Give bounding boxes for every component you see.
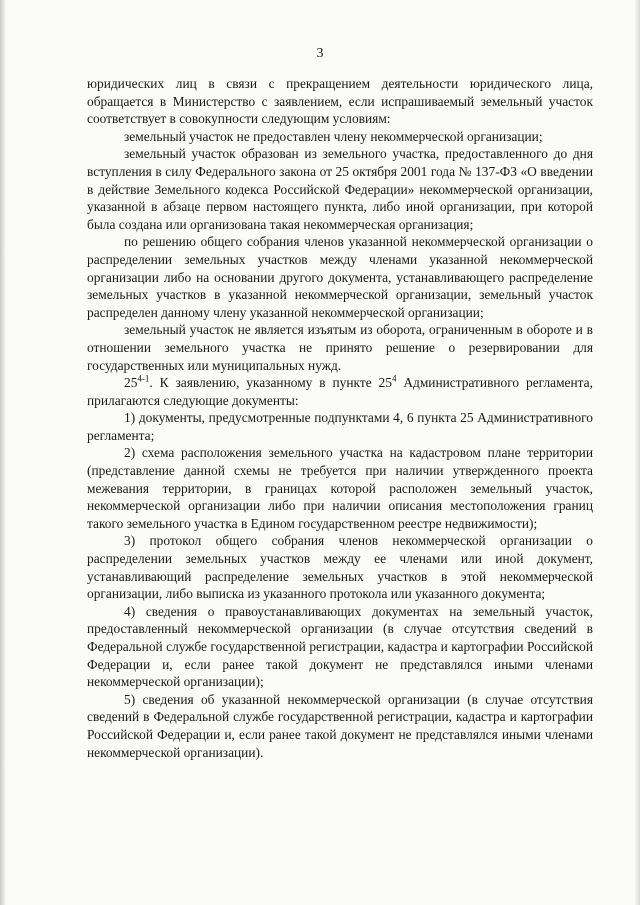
clause-number-sup: 4-1 (137, 373, 150, 384)
page-number: 3 (316, 46, 324, 61)
document-body (87, 75, 593, 761)
clause-ref-sup: 4 (391, 373, 397, 384)
document-list-item: 4) сведения о правоустанавливающих документах на земельный участок, предоставленный некоммерческой организации (в случае отсутствия сведений в Федеральной службе государственной регистрации, кадастра и картографии Российской Федерации и, если ранее такой документ не представлялся иными членами некоммерческой организации); (87, 603, 593, 690)
clause-paragraph (87, 374, 593, 409)
clause-text-after-ref: Административного регламента, прилагаются следующие документы: (87, 375, 593, 408)
condition-paragraph: по решению общего собрания членов указанной некоммерческой организации о распределении земельных участков между членами указанной некоммерческой организации либо на основании другого документа, устанавливающего распределение земельных участков в указанной некоммерческой организации, земельный участок распределен данному члену указанной некоммерческой организации; (87, 234, 593, 320)
scan-shadow-right (634, 0, 640, 905)
scan-shadow-left (0, 0, 6, 905)
clause-number-suffix: . (149, 375, 153, 391)
condition-paragraph: земельный участок образован из земельного участка, предоставленного до дня вступления в силу Федерального закона от 25 октября 2001 года № 137-ФЗ «О введении в действие Земельного кодекса Российской Федерации» некоммерческой организации, указанной в абзаце первом настоящего пункта, либо иной организации, при которой была создана или организована такая некоммерческая организация; (87, 146, 593, 232)
document-list-item: 1) документы, предусмотренные подпунктами 4, 6 пункта 25 Административного регламента; (87, 410, 593, 443)
clause-number: 25 (124, 375, 138, 391)
condition-paragraph: земельный участок не предоставлен члену некоммерческой организации; (124, 128, 543, 144)
document-list-item: 2) схема расположения земельного участка на кадастровом плане территории (представление данной схемы не требуется при наличии утвержденного проекта межевания территории, в границах которой расположен земельный участок, некоммерческой организации либо при наличии описания местоположения границ такого земельного участка в Едином государственном реестре недвижимости); (87, 445, 593, 531)
condition-paragraph: земельный участок не является изъятым из оборота, ограниченным в обороте и в отношении земельного участка не принято решение о резервировании для государственных или муниципальных нужд. (87, 322, 593, 373)
clause-text-before-ref: К заявлению, указанному в пункте 25 (152, 375, 392, 391)
document-list-item: 3) протокол общего собрания членов некоммерческой организации о распределении земельных участков между ее членами или иной документ, устанавливающий распределение земельных участков в этой некоммерческой организации, либо выписка из указанного протокола или указанного документа; (87, 533, 593, 602)
paragraph-continuation: юридических лиц в связи с прекращением деятельности юридического лица, обращается в Министерство с заявлением, если испрашиваемый земельный участок соответствует в совокупности следующим условиям: (87, 76, 593, 127)
document-list-item: 5) сведения об указанной некоммерческой организации (в случае отсутствия сведений в Федеральной службе государственной регистрации, кадастра и картографии Российской Федерации и, если ранее такой документ не представлялся иными членами некоммерческой организации). (87, 691, 593, 760)
